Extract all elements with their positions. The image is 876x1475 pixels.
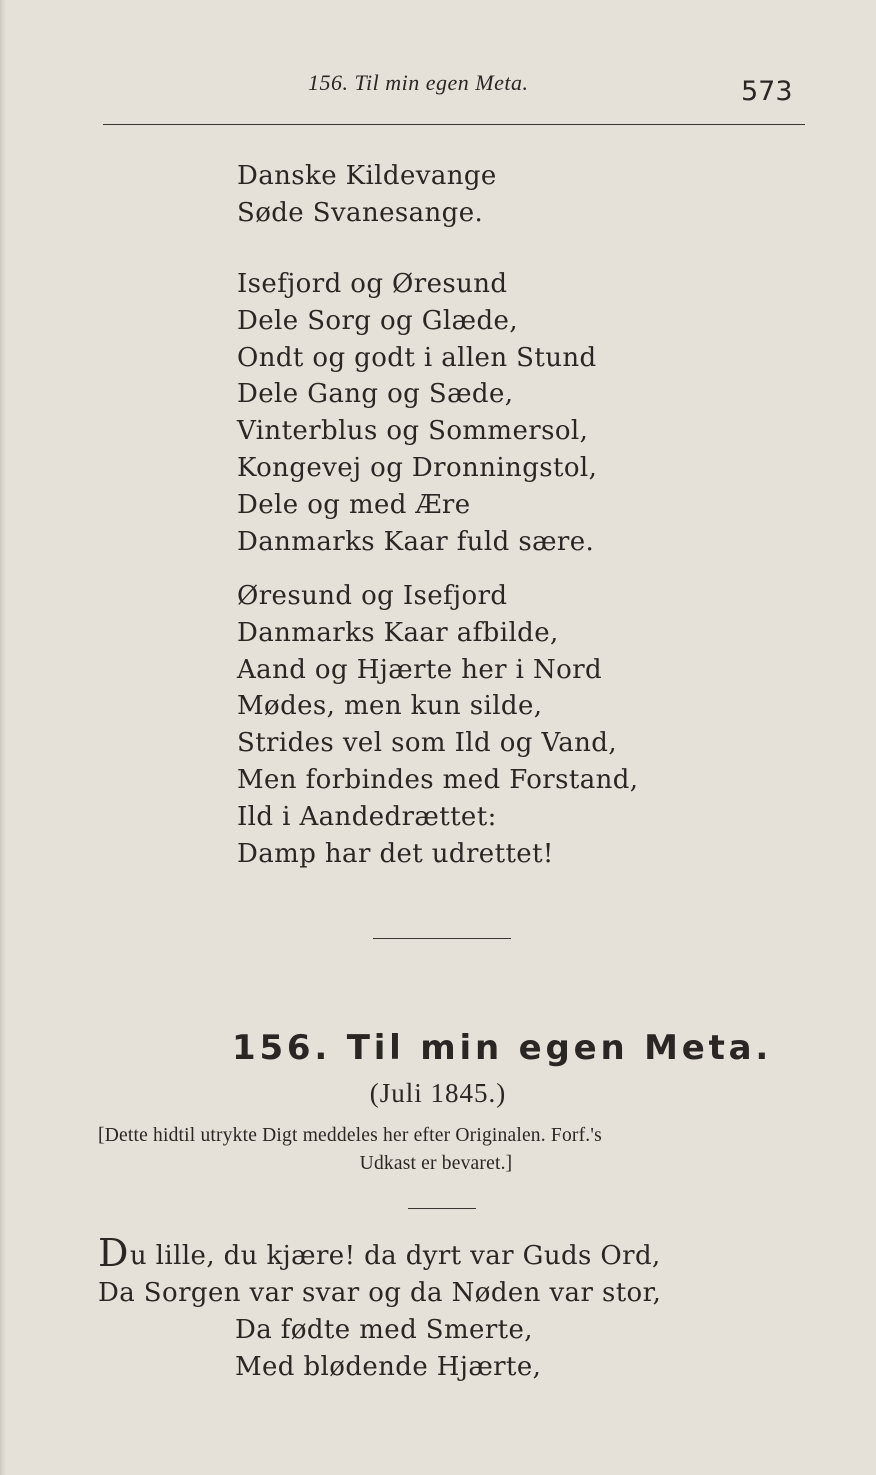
section-divider bbox=[373, 938, 511, 939]
page-number: 573 bbox=[741, 76, 793, 107]
verse-line: Dele Sorg og Glæde, bbox=[237, 305, 518, 336]
editorial-note-line: [Dette hidtil utrykte Digt meddeles her efter Originalen. Forf.'s bbox=[98, 1125, 602, 1146]
verse-line: Vinterblus og Sommersol, bbox=[237, 416, 589, 447]
stanza-last bbox=[237, 578, 638, 872]
page-spine-shadow bbox=[0, 0, 6, 1475]
verse-line: Dele Gang og Sæde, bbox=[237, 379, 514, 410]
running-head-title: 156. Til min egen Meta. bbox=[308, 70, 529, 95]
verse-line: Dele og med Ære bbox=[237, 489, 471, 520]
verse-line: Strides vel som Ild og Vand, bbox=[237, 728, 618, 759]
verse-line: Danske Kildevange bbox=[237, 161, 497, 191]
verse-line: Med blødende Hjærte, bbox=[235, 1352, 542, 1382]
verse-line: Mødes, men kun silde, bbox=[237, 691, 543, 722]
poem-body bbox=[98, 1231, 662, 1386]
header-rule bbox=[103, 124, 805, 125]
verse-line: Men forbindes med Forstand, bbox=[237, 764, 639, 795]
editorial-note-line: Udkast er bevaret.] bbox=[359, 1153, 513, 1174]
poem-title: 156. Til min egen Meta. bbox=[232, 1028, 773, 1068]
poem-date: (Juli 1845.) bbox=[369, 1078, 507, 1108]
verse-line: Ild i Aandedrættet: bbox=[237, 801, 497, 832]
verse-line: Aand og Hjærte her i Nord bbox=[237, 654, 603, 685]
verse-line: Kongevej og Dronningstol, bbox=[237, 452, 598, 483]
verse-line: Da fødte med Smerte, bbox=[235, 1315, 533, 1345]
verse-line: Isefjord og Øresund bbox=[237, 269, 508, 299]
verse-line: Ondt og godt i allen Stund bbox=[237, 342, 597, 373]
verse-line: Damp har det udrettet! bbox=[237, 838, 554, 869]
verse-line-text: u lille, du kjære! da dyrt var Guds Ord, bbox=[129, 1241, 661, 1271]
short-divider bbox=[408, 1208, 476, 1209]
verse-line bbox=[98, 1231, 661, 1275]
stanza-middle bbox=[237, 266, 597, 560]
verse-line: Da Sorgen var svar og da Nøden var stor, bbox=[98, 1278, 662, 1308]
drop-cap: D bbox=[98, 1231, 129, 1275]
stanza-top bbox=[237, 158, 497, 232]
verse-line: Øresund og Isefjord bbox=[237, 581, 508, 611]
verse-line: Søde Svanesange. bbox=[237, 197, 484, 228]
verse-line: Danmarks Kaar afbilde, bbox=[237, 617, 559, 648]
editorial-note bbox=[98, 1122, 798, 1178]
verse-line: Danmarks Kaar fuld sære. bbox=[237, 526, 595, 557]
